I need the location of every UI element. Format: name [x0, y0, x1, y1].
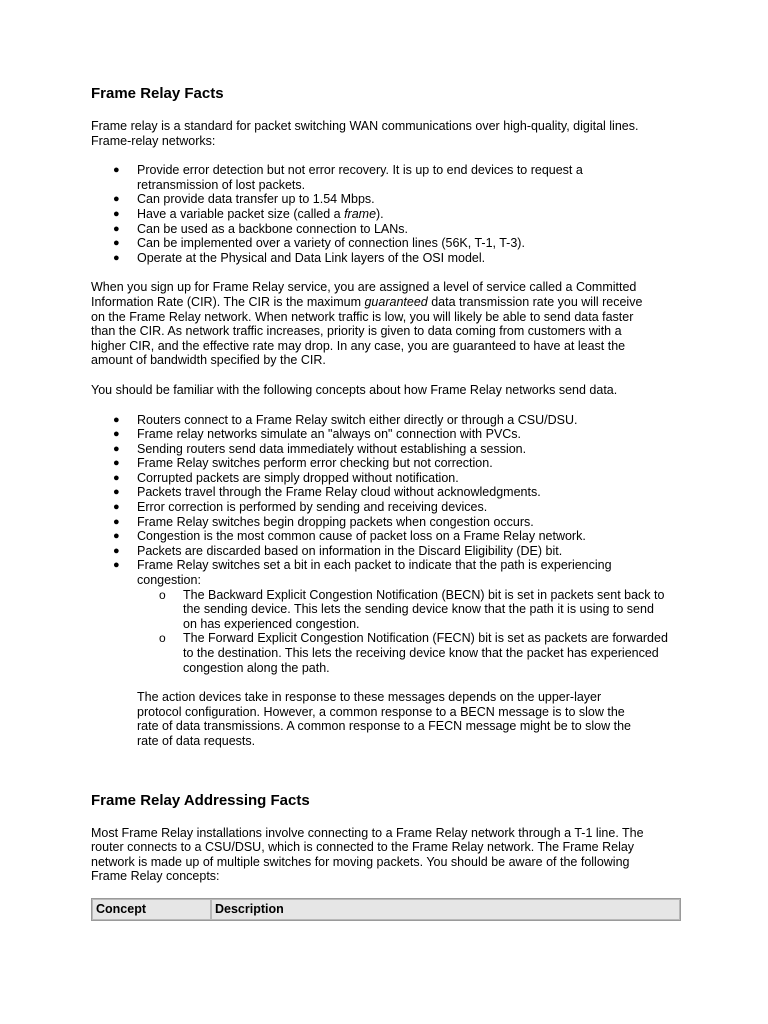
list-item: ● Frame Relay switches perform error checking but not correction.	[113, 456, 493, 471]
column-header-description: Description	[211, 899, 680, 920]
sub-list-item: o The Backward Explicit Congestion Notification (BECN) bit is set in packets sent back to the sending device. This lets the sending device know that the path it is using to send on has experienced congestion.	[159, 587, 665, 631]
list-item: ● Can provide data transfer up to 1.54 Mbps.	[113, 192, 375, 207]
column-header-concept: Concept	[92, 899, 211, 920]
sub-list-item: o The Forward Explicit Congestion Notification (FECN) bit is set as packets are forwarded to the destination. This lets the receiving device know that the packet has experienced congestion along the path.	[159, 631, 668, 675]
concepts-table	[91, 898, 681, 921]
list-item: ● Sending routers send data immediately without establishing a session.	[113, 441, 527, 456]
frame-relay-concepts-list	[91, 413, 681, 676]
list-item: ● Can be used as a backbone connection to LANs.	[113, 221, 409, 236]
section-title-addressing-facts: Frame Relay Addressing Facts	[91, 791, 310, 809]
circle-bullet-icon: o	[159, 587, 166, 602]
bullet-icon: ●	[113, 251, 120, 264]
list-item: ● Have a variable packet size (called a frame).	[113, 206, 384, 221]
concepts-intro-paragraph: You should be familiar with the following concepts about how Frame Relay networks send data.	[91, 382, 618, 397]
cir-paragraph: When you sign up for Frame Relay service, you are assigned a level of service called a Committed Information Rate (CIR). The CIR is the maximum guaranteed data transmission rate you will receive on the Frame Relay network. When network traffic is low, you will likely be able to send data faster than the CIR. As network traffic increases, priority is given to data coming from customers with a higher CIR, and the effective rate may drop. In any case, you are guaranteed to have at least the amount of bandwidth specified by the CIR.	[91, 280, 643, 368]
frame-relay-network-features-list	[91, 163, 681, 265]
section-title-frame-relay-facts: Frame Relay Facts	[91, 85, 224, 102]
bullet-icon: ●	[113, 237, 120, 250]
bullet-icon: ●	[113, 501, 120, 514]
list-item: ● Error correction is performed by sending and receiving devices.	[113, 500, 488, 515]
list-item: ● Frame relay networks simulate an "always on" connection with PVCs.	[113, 427, 522, 442]
bullet-icon: ●	[113, 515, 120, 528]
bullet-icon: ●	[113, 559, 120, 572]
list-item: ● Packets travel through the Frame Relay cloud without acknowledgments.	[113, 485, 541, 500]
bullet-icon: ●	[113, 486, 120, 499]
bullet-icon: ●	[113, 442, 120, 455]
bullet-icon: ●	[113, 413, 120, 426]
list-item: ● Packets are discarded based on information in the Discard Eligibility (DE) bit.	[113, 543, 563, 558]
congestion-response-note: The action devices take in response to these messages depends on the upper-layer protocol configuration. However, a common response to a BECN message is to slow the rate of data transmissions. A common response to a FECN message might be to slow the rate of data requests.	[137, 690, 631, 748]
document-page	[91, 84, 681, 921]
bullet-icon: ●	[113, 164, 120, 177]
circle-bullet-icon: o	[159, 631, 166, 646]
bullet-icon: ●	[113, 530, 120, 543]
bullet-icon: ●	[113, 471, 120, 484]
list-item: ● Provide error detection but not error recovery. It is up to end devices to request a retransmission of lost packets.	[113, 163, 583, 192]
list-item: ● Can be implemented over a variety of connection lines (56K, T-1, T-3).	[113, 236, 525, 251]
bullet-icon: ●	[113, 428, 120, 441]
list-item: ● Routers connect to a Frame Relay switch either directly or through a CSU/DSU.	[113, 412, 578, 427]
bullet-icon: ●	[113, 193, 120, 206]
table-header-row	[92, 899, 680, 920]
congestion-notification-sublist	[137, 587, 668, 676]
bullet-icon: ●	[113, 222, 120, 235]
list-item: ● Operate at the Physical and Data Link layers of the OSI model.	[113, 250, 486, 265]
list-item: ● Frame Relay switches set a bit in each packet to indicate that the path is experiencing congestion: o The Backward Explicit Congestion Notification (BECN) bit is set in packets sent back to the sending device. This lets the sending device know that the path it is using to send on has experienced congestion. o The Forward Explicit Congestion Notification (FECN) bit is set as packets are forwarded to the destination. This lets the receiving device know that the packet has experienced congestion along the path.	[113, 558, 668, 675]
bullet-icon: ●	[113, 207, 120, 220]
list-item: ● Frame Relay switches begin dropping packets when congestion occurs.	[113, 514, 534, 529]
bullet-icon: ●	[113, 457, 120, 470]
bullet-icon: ●	[113, 544, 120, 557]
addressing-intro-paragraph: Most Frame Relay installations involve connecting to a Frame Relay network through a T-1 line. The router connects to a CSU/DSU, which is connected to the Frame Relay network. The Frame Relay network is made up of multiple switches for moving packets. You should be aware of the following Frame Relay concepts:	[91, 825, 644, 884]
list-item: ● Corrupted packets are simply dropped without notification.	[113, 470, 459, 485]
intro-paragraph: Frame relay is a standard for packet switching WAN communications over high-quality, digital lines. Frame-relay networks:	[91, 119, 639, 148]
list-item: ● Congestion is the most common cause of packet loss on a Frame Relay network.	[113, 529, 586, 544]
